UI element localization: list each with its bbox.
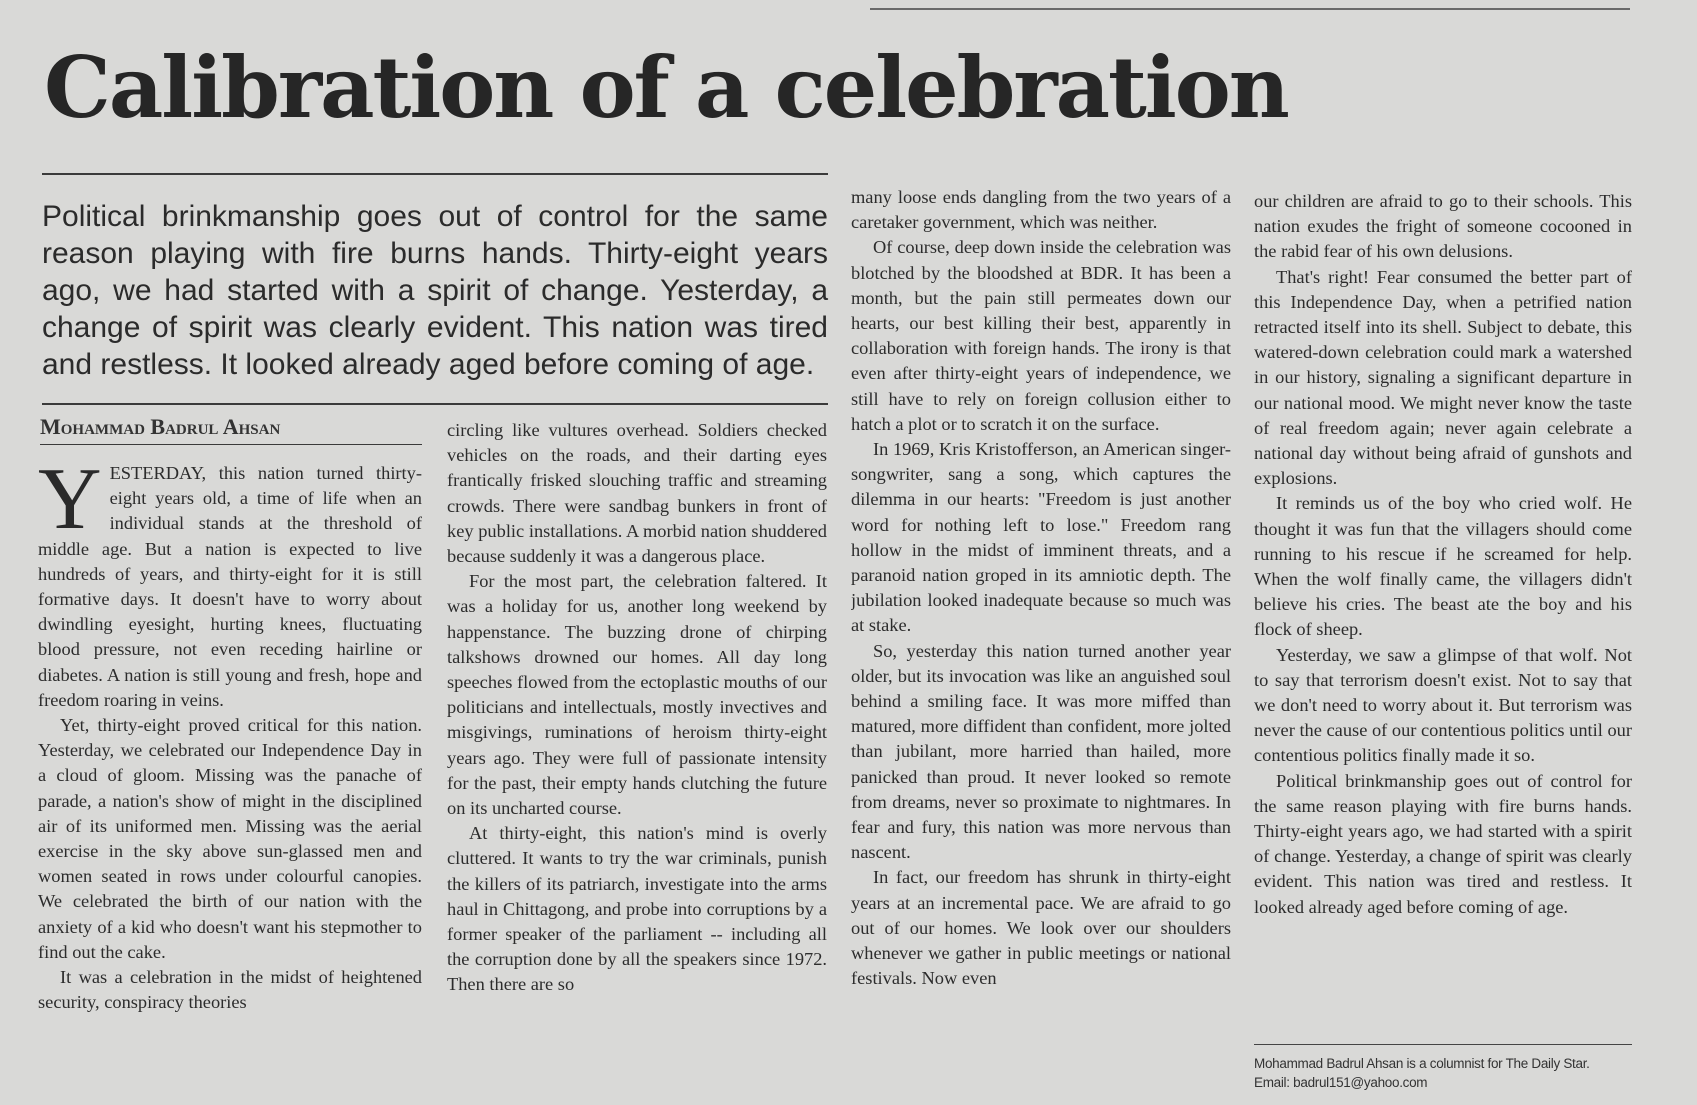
- article-column-4: [1254, 189, 1632, 1031]
- byline: Mohammad Badrul Ahsan: [40, 414, 281, 439]
- top-divider: [870, 8, 1630, 10]
- deck-bottom-rule: [42, 403, 828, 405]
- byline-rule: [40, 444, 422, 445]
- paragraph: many loose ends dangling from the two years of a caretaker government, which was neither.: [851, 187, 1231, 233]
- paragraph: our children are afraid to go to their schools. This nation exudes the fright of someone cocooned in the rabid fear of his own delusions.: [1254, 191, 1632, 262]
- paragraph: Of course, deep down inside the celebration was blotched by the bloodshed at BDR. It has been a month, but the pain still permeates down our hearts, our best killing their best, apparently in collaboration with foreign hands. The irony is that even after thirty-eight years of independence, we still have to rely on foreign collusion either to hatch a plot or to scratch it on the surface.: [851, 237, 1231, 434]
- paragraph: So, yesterday this nation turned another year older, but its invocation was like an anguished soul behind a smiling face. It was more miffed than matured, more diffident than confident, more jolted than jubilant, more harried than hailed, more panicked than proud. It never looked so remote from dreams, never so proximate to nightmares. In fear and fury, this nation was more nervous than nascent.: [851, 640, 1231, 863]
- paragraph: At thirty-eight, this nation's mind is overly cluttered. It wants to try the war criminals, punish the killers of its patriarch, investigate into the arms haul in Chittagong, and probe into corruptions by a former speaker of the parliament -- including all the corruption done by all the speakers since 1972. Then there are so: [447, 823, 827, 995]
- article-column-1: [38, 461, 422, 1099]
- article-column-2: [447, 418, 827, 1101]
- paragraph: Yet, thirty-eight proved critical for this nation. Yesterday, we celebrated our Independence Day in a cloud of gloom. Missing was the panache of parade, a nation's show of might in the disciplined air of its uniformed men. Missing was the aerial exercise in the sky above sun-glassed men and women seated in rows under colourful canopies. We celebrated the birth of our nation with the anxiety of a kid who doesn't want his stepmother to find out the cake.: [38, 715, 422, 962]
- author-email: Email: badrul151@yahoo.com: [1254, 1075, 1428, 1090]
- paragraph: For the most part, the celebration faltered. It was a holiday for us, another long weekend by happenstance. The buzzing drone of chirping talkshows drowned our homes. All day long speeches flowed from the ectoplastic mouths of our politicians and intellectuals, mostly invectives and misgivings, ruminations of heroism thirty-eight years ago. They were full of passionate intensity for the past, their empty hands clutching the future on its uncharted course.: [447, 571, 827, 819]
- author-note-rule: [1254, 1044, 1632, 1045]
- paragraph: circling like vultures overhead. Soldiers checked vehicles on the roads, and their darting eyes frantically frisked slouching traffic and streaming crowds. There were sandbag bunkers in front of key public installations. A morbid nation shuddered because suddenly it was a dangerous place.: [447, 420, 827, 567]
- paragraph: Yesterday, we saw a glimpse of that wolf. Not to say that terrorism doesn't exist. Not to say that we don't need to worry about it. But terrorism was never the cause of our contentious politics until our contentious politics finally made it so.: [1254, 644, 1632, 766]
- paragraph: Political brinkmanship goes out of control for the same reason playing with fire burns hands. Thirty-eight years ago, we had started with a spirit of change. Yesterday, a change of spirit was clearly evident. This nation was tired and restless. It looked already aged before coming of age.: [1254, 770, 1632, 917]
- headline: Calibration of a celebration: [44, 38, 1288, 137]
- paragraph: It reminds us of the boy who cried wolf. He thought it was fun that the villagers should come running to his rescue if he screamed for help. When the wolf finally came, the villagers didn't believe his cries. The beast ate the boy and his flock of sheep.: [1254, 493, 1632, 640]
- deck: Political brinkmanship goes out of control for the same reason playing with fire burns hands. Thirty-eight years ago, we had started with a spirit of change. Yesterday, a change of spirit was clearly evident. This nation was tired and restless. It looked already aged before coming of age.: [42, 200, 828, 381]
- paragraph: It was a celebration in the midst of heightened security, conspiracy theories: [38, 967, 422, 1013]
- author-note-bio: Mohammad Badrul Ahsan is a columnist for The Daily Star.: [1254, 1056, 1590, 1071]
- paragraph: That's right! Fear consumed the better part of this Independence Day, when a petrified nation retracted itself into its shell. Subject to debate, this watered-down celebration could mark a watershed in our history, signaling a significant departure in our national mood. We might never know the taste of real freedom again; never again celebrate a national day without being afraid of gunshots and explosions.: [1254, 266, 1632, 489]
- paragraph-text: this nation turned thirty-eight years old, a time of life when an individual stands at the threshold of middle age. But a nation is expected to live hundreds of years, and thirty-eight for it is still formative days. It doesn't have to worry about dwindling eyesight, hurting knees, fluctuating blood pressure, not even receding hairline or diabetes. A nation is still young and fresh, hope and freedom roaring in veins.: [38, 463, 422, 710]
- paragraph: In fact, our freedom has shrunk in thirty-eight years at an incremental pace. We are afraid to go out of our homes. We look over our shoulders whenever we gather in public meetings or national festivals. Now even: [851, 867, 1231, 989]
- article-column-3: [851, 185, 1231, 1101]
- paragraph: In 1969, Kris Kristofferson, an American singer-songwriter, sang a song, which captures the dilemma in our hearts: "Freedom is just another word for nothing left to lose." Freedom rang hollow in the midst of imminent threats, and a paranoid nation groped in its amniotic depth. The jubilation looked inadequate because so much was at stake.: [851, 439, 1231, 636]
- drop-cap: Y: [38, 461, 102, 548]
- paragraph: [38, 461, 422, 713]
- author-note: [1254, 1054, 1632, 1092]
- deck-top-rule: [42, 173, 828, 175]
- lead-caps: ESTERDAY,: [109, 463, 207, 483]
